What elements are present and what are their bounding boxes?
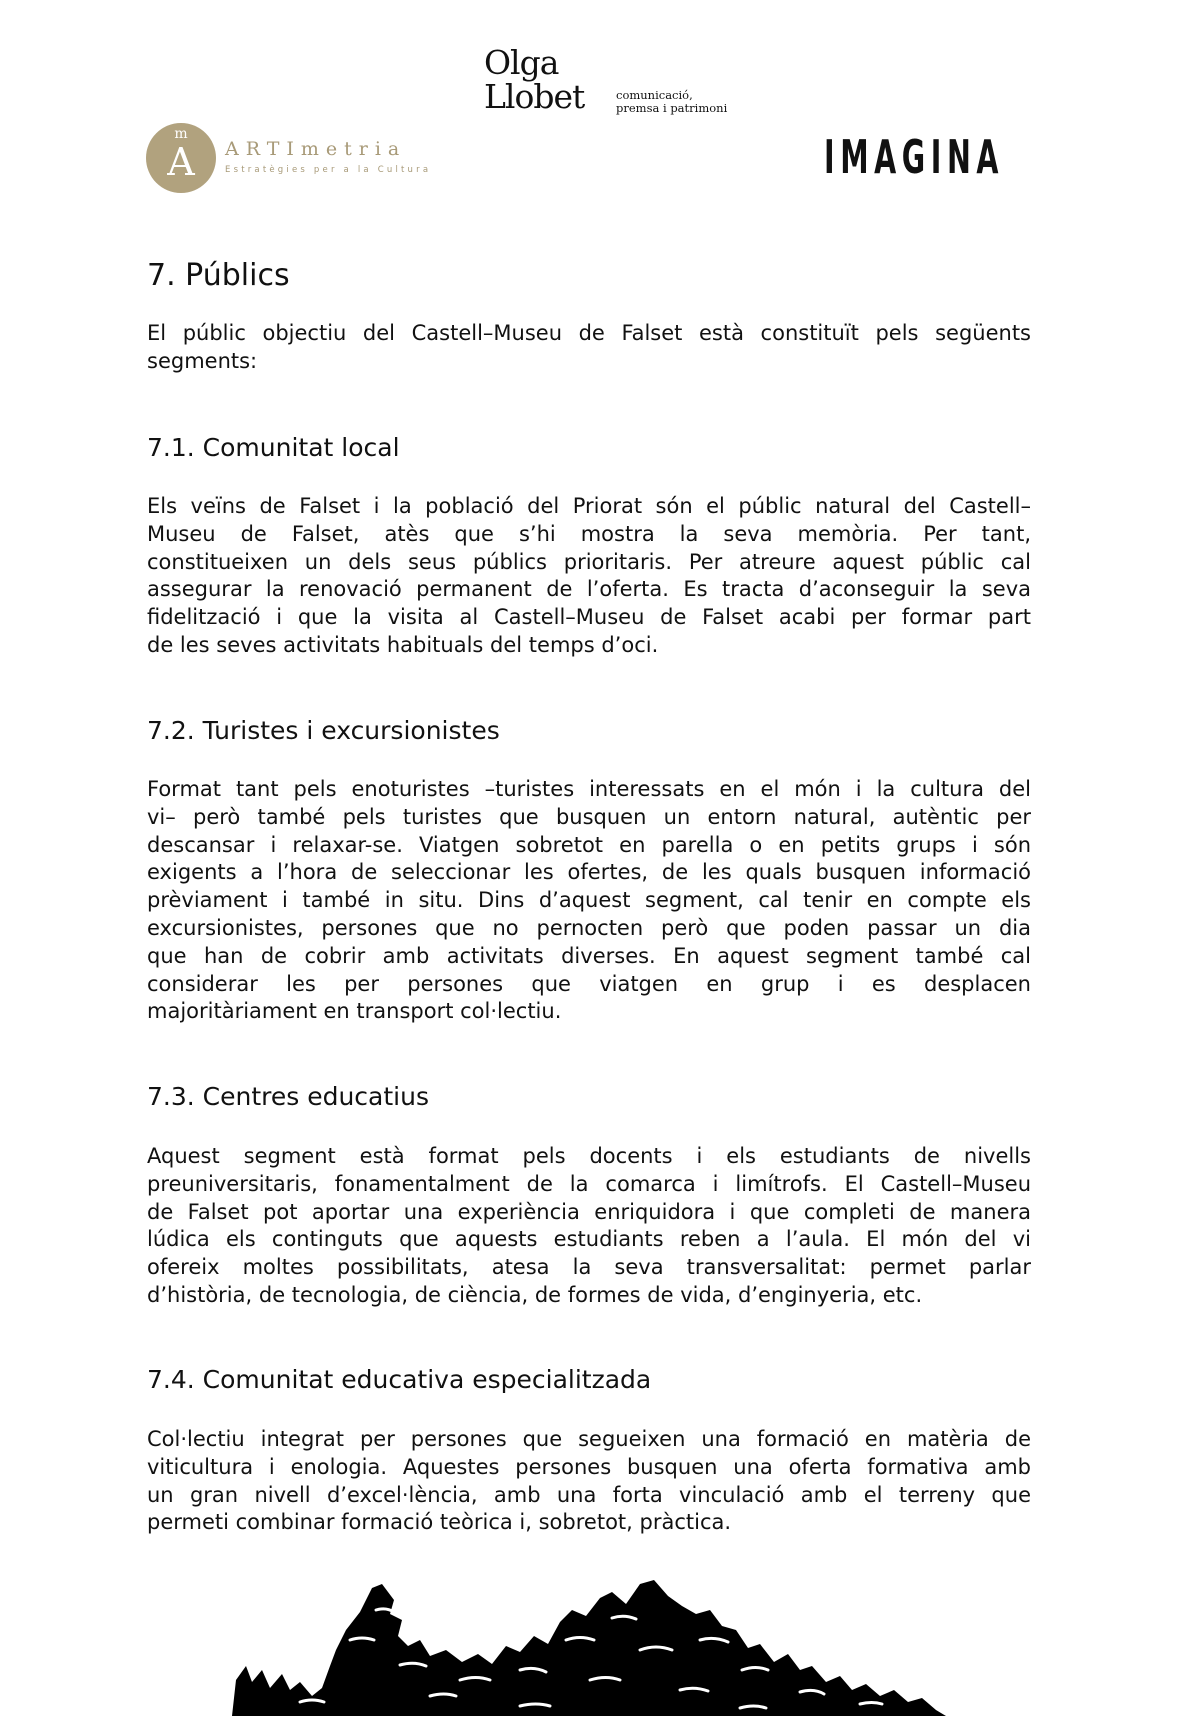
logo-olga-tagline-1: comunicació, (616, 88, 693, 102)
logo-olga-tagline (616, 89, 727, 115)
logo-olga-line2: Llobet (484, 77, 585, 116)
logo-olga-tagline-2: premsa i patrimoni (616, 101, 728, 115)
paragraph-line: prèviament i també in situ. Dins d’aquest segment, cal tenir en compte els (147, 888, 1031, 913)
subsection-title-7-3: 7.3. Centres educatius (147, 1082, 429, 1111)
paragraph-line: Format tant pels enoturistes –turistes interessats en el món i la cultura del (147, 777, 1031, 801)
paragraph-line: excursionistes, persones que no pernocten però que poden passar un dia (147, 915, 1031, 940)
subsection-title-7-2: 7.2. Turistes i excursionistes (147, 716, 500, 745)
paragraph-line: constitueixen un dels seus públics prioritaris. Per atreure aquest públic cal (147, 549, 1031, 574)
paragraph-line: un gran nivell d’excel·lència, amb una forta vinculació amb el terreny que (147, 1482, 1031, 1507)
paragraph-line: Museu de Falset, atès que s’hi mostra la seva memòria. Per tant, (147, 521, 1031, 546)
tree-silhouette (232, 1580, 946, 1716)
paragraph-line: que han de cobrir amb activitats diverses. En aquest segment també cal (147, 943, 1031, 968)
subsection-title-7-1: 7.1. Comunitat local (147, 433, 400, 462)
paragraph-line: Aquest segment està format pels docents i els estudiants de nivells (147, 1144, 1031, 1168)
subsection-title-7-4: 7.4. Comunitat educativa especialitzada (147, 1365, 652, 1394)
paragraph-line: exigents a l’hora de seleccionar les ofertes, de les quals busquen informació (147, 860, 1031, 885)
paragraph-line: segments: (147, 348, 258, 373)
artimetria-logo-name: ARTImetria (225, 138, 407, 160)
paragraph-line: majoritàriament en transport col·lectiu. (147, 999, 562, 1024)
paragraph-line: preuniversitaris, fonamentalment de la comarca i limítrofs. El Castell–Museu (147, 1171, 1031, 1196)
paragraph-line: de les seves activitats habituals del temps d’oci. (147, 632, 659, 657)
logo-mark-small: m (174, 126, 188, 142)
paragraph-line: considerar les per persones que viatgen en grup i es desplacen (147, 971, 1031, 996)
tree-illustration (0, 1570, 1202, 1716)
paragraph-line: permeti combinar formació teòrica i, sobretot, pràctica. (147, 1510, 732, 1535)
paragraph-line: lúdica els continguts que aquests estudiants reben a l’aula. El món del vi (147, 1227, 1031, 1252)
paragraph-line: assegurar la renovació permanent de l’oferta. Es tracta d’aconseguir la seva (147, 577, 1031, 602)
artimetria-logo-mark (146, 123, 216, 193)
paragraph-line: fidelització i que la visita al Castell–Museu de Falset acabi per formar part (147, 605, 1031, 630)
subsection-paragraph-7-2 (147, 776, 1031, 1026)
section-title: 7. Públics (147, 258, 290, 293)
paragraph-line: viticultura i enologia. Aquestes persones busquen una oferta formativa amb (147, 1454, 1031, 1479)
logo-olga-line1: Olga (484, 43, 559, 82)
intro-paragraph (147, 320, 1031, 376)
paragraph-line: ofereix moltes possibilitats, atesa la seva transversalitat: permet parlar (147, 1255, 1031, 1280)
subsection-paragraph-7-3 (147, 1143, 1031, 1310)
paragraph-line: d’història, de tecnologia, de ciència, de formes de vida, d’enginyeria, etc. (147, 1282, 923, 1307)
paragraph-line: Els veïns de Falset i la població del Priorat són el públic natural del Castell– (147, 494, 1031, 518)
logo-mark-large: A (167, 140, 195, 184)
paragraph-line: de Falset pot aportar una experiència enriquidora i que completi de manera (147, 1199, 1031, 1224)
imagina-logo: IMAGINA (824, 130, 1005, 184)
subsection-paragraph-7-4 (147, 1426, 1031, 1537)
paragraph-line: descansar i relaxar-se. Viatgen sobretot en parella o en petits grups i són (147, 832, 1031, 857)
subsection-paragraph-7-1 (147, 493, 1031, 660)
artimetria-logo-subtitle: Estratègies per a la Cultura (225, 165, 432, 175)
paragraph-line: El públic objectiu del Castell–Museu de Falset està constituït pels següents (147, 321, 1031, 345)
paragraph-line: vi– però també pels turistes que busquen un entorn natural, autèntic per (147, 804, 1031, 829)
paragraph-line: Col·lectiu integrat per persones que segueixen una formació en matèria de (147, 1427, 1031, 1451)
